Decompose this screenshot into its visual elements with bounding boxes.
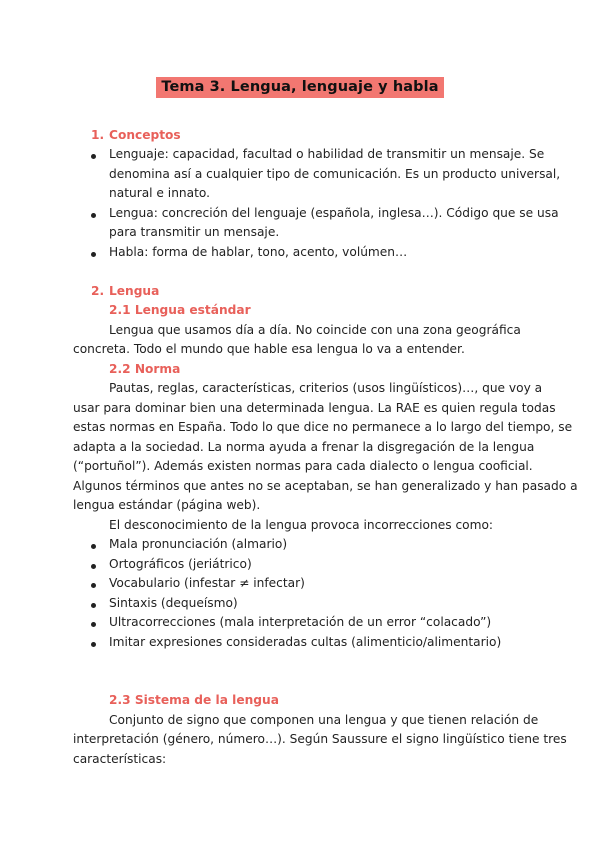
subsection-2-1-heading: 2.1 Lengua estándar (109, 303, 251, 317)
subsection-2-1-line-1: Lengua que usamos día a día. No coincide con una zona geográfica (109, 323, 521, 337)
bullet-dot (91, 583, 96, 588)
subsection-2-2-heading: 2.2 Norma (109, 362, 181, 376)
section-1-number: 1. (91, 128, 105, 142)
sistema-line-3: características: (73, 752, 167, 766)
norma-line-6: Algunos términos que antes no se aceptaban, se han generalizado y han pasado a (73, 479, 578, 493)
norma-line-4: adapta a la sociedad. La norma ayuda a frenar la disgregación de la lengua (73, 440, 535, 454)
bullet-dot (91, 252, 96, 257)
norma-line-7: lengua estándar (página web). (73, 498, 261, 512)
subsection-2-1-line-2: concreta. Todo el mundo que hable esa lengua lo va a entender. (73, 342, 465, 356)
norma-line-1: Pautas, reglas, características, criterios (usos lingüísticos)…, que voy a (109, 381, 543, 395)
bullet-dot (91, 603, 96, 608)
norma-line-3: estas normas en España. Todo lo que dice no permanece a lo largo del tiempo, se (73, 420, 573, 434)
concept-lenguaje-line-2: denomina así a cualquier tipo de comunicación. Es un producto universal, (109, 167, 561, 181)
concept-lenguaje-line-1: Lenguaje: capacidad, facultad o habilidad de transmitir un mensaje. Se (109, 147, 545, 161)
norma-line-2: usar para dominar bien una determinada lengua. La RAE es quien regula todas (73, 401, 556, 415)
page-title: Tema 3. Lengua, lenguaje y habla (156, 77, 443, 98)
sistema-line-2: interpretación (género, número…). Según Saussure el signo lingüístico tiene tres (73, 732, 567, 746)
norma-line-5: (“portuñol”). Además existen normas para cada dialecto o lengua cooficial. (73, 459, 533, 473)
norma-intro: El desconocimiento de la lengua provoca incorrecciones como: (109, 518, 494, 532)
incorreccion-item: Ultracorrecciones (mala interpretación de un error “colacado”) (109, 615, 492, 629)
bullet-dot (91, 564, 96, 569)
incorreccion-item: Sintaxis (dequeísmo) (109, 596, 238, 610)
sistema-line-1: Conjunto de signo que componen una lengua y que tienen relación de (109, 713, 539, 727)
title-block (0, 77, 600, 98)
bullet-dot (91, 213, 96, 218)
concept-habla-line-1: Habla: forma de hablar, tono, acento, volúmen… (109, 245, 408, 259)
incorreccion-item: Imitar expresiones consideradas cultas (alimenticio/alimentario) (109, 635, 502, 649)
bullet-dot (91, 544, 96, 549)
section-2-heading: Lengua (109, 284, 160, 298)
section-2-number: 2. (91, 284, 105, 298)
bullet-dot (91, 154, 96, 159)
concept-lengua-line-1: Lengua: concreción del lenguaje (española, inglesa…). Código que se usa (109, 206, 559, 220)
bullet-dot (91, 622, 96, 627)
bullet-dot (91, 642, 96, 647)
incorreccion-item: Ortográficos (jeriátrico) (109, 557, 252, 571)
subsection-2-3-heading: 2.3 Sistema de la lengua (109, 693, 279, 707)
concept-lenguaje-line-3: natural e innato. (109, 186, 211, 200)
incorreccion-item: Mala pronunciación (almario) (109, 537, 288, 551)
concept-lengua-line-2: para transmitir un mensaje. (109, 225, 280, 239)
section-1-heading: Conceptos (109, 128, 181, 142)
incorreccion-item: Vocabulario (infestar ≠ infectar) (109, 576, 305, 590)
